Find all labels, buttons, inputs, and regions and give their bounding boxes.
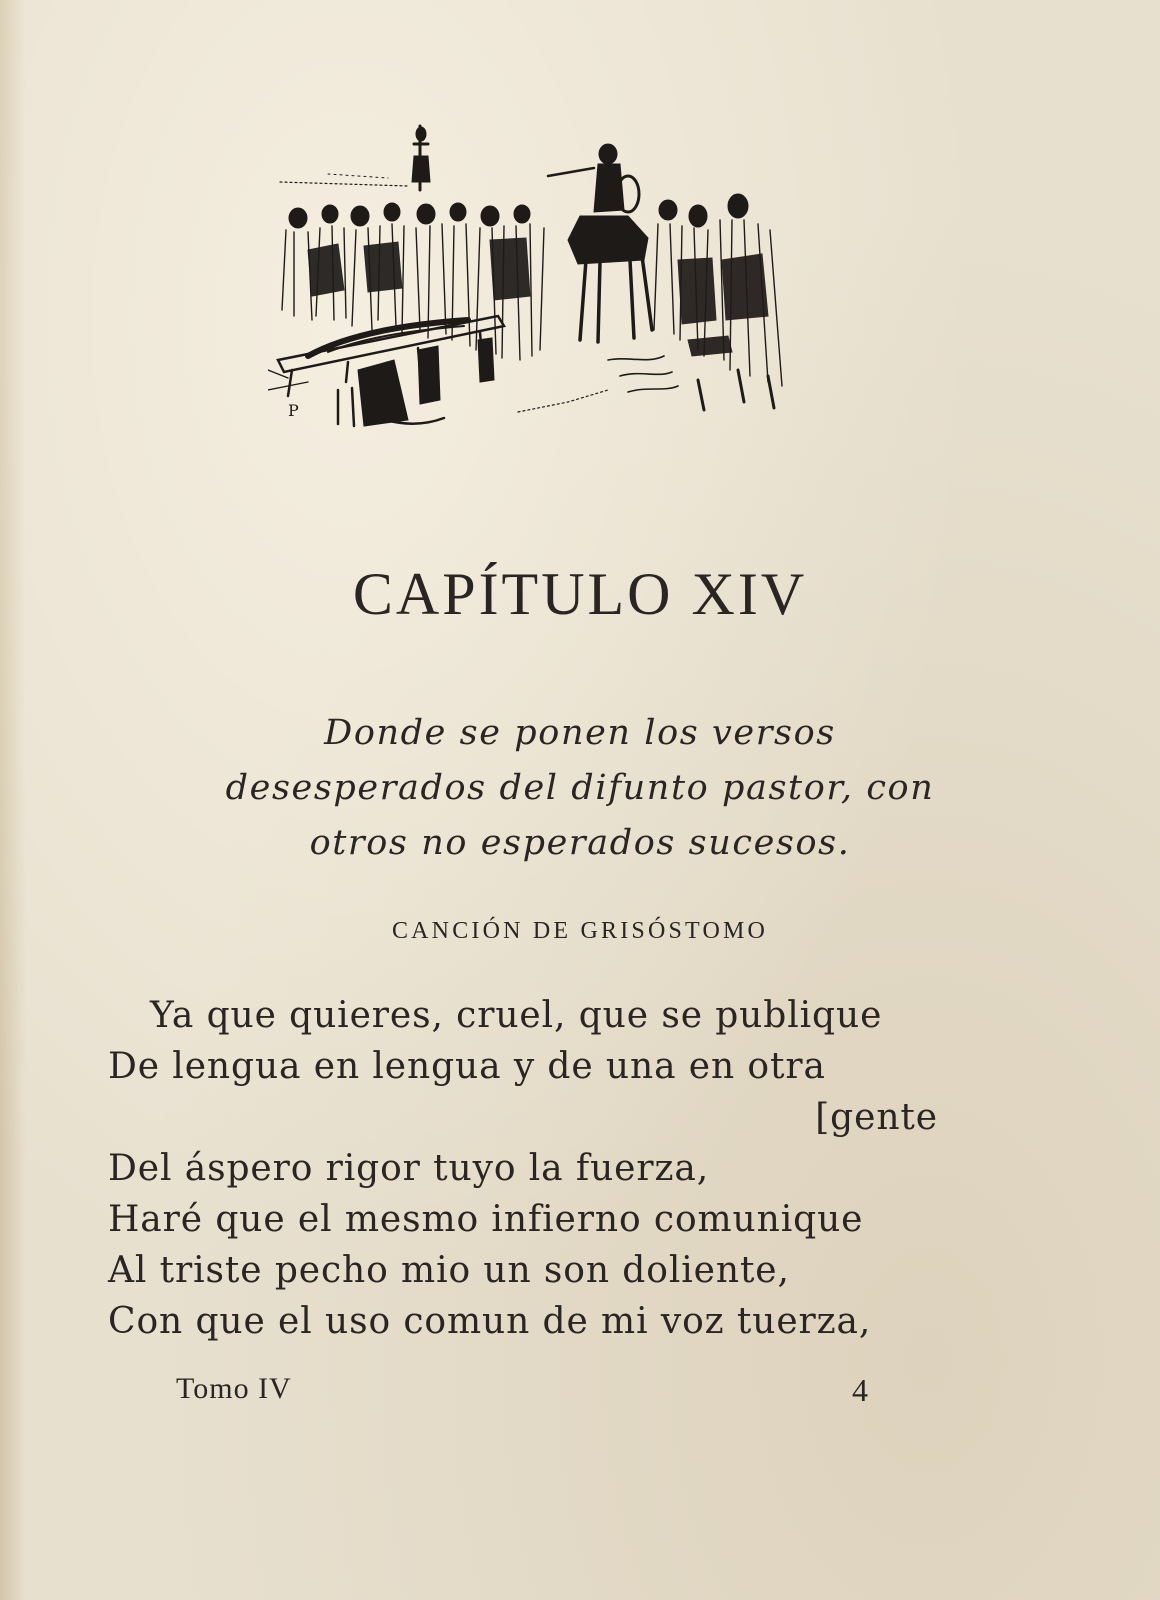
poem-line: Haré que el mesmo infierno comunique [108,1199,864,1240]
chapter-title: CAPÍTULO XIV [352,561,808,627]
chapter-summary-line: desesperados del difunto pastor, con [225,768,935,808]
poem-line: Con que el uso comun de mi voz tuerza, [108,1301,872,1342]
poem-line: De lengua en lengua y de una en otra [108,1046,826,1087]
chapter-summary-line: Donde se ponen los versos [324,713,836,753]
volume-label: Tomo IV [176,1372,292,1405]
svg-text:P: P [288,401,299,420]
poem [108,990,938,1347]
poem-line: Al triste pecho mio un son doliente, [108,1250,790,1291]
signature-mark: 4 [852,1372,868,1408]
engraving-funeral-procession-icon [268,120,804,440]
song-title: CANCIÓN DE GRISÓSTOMO [391,918,769,944]
poem-line-continuation: [gente [815,1097,938,1138]
poem-line: Ya que quieres, cruel, que se publique [150,995,883,1036]
chapter-summary-line: otros no esperados sucesos. [309,823,851,863]
poem-line: Del áspero rigor tuyo la fuerza, [108,1148,710,1189]
chapter-summary [120,706,1040,871]
